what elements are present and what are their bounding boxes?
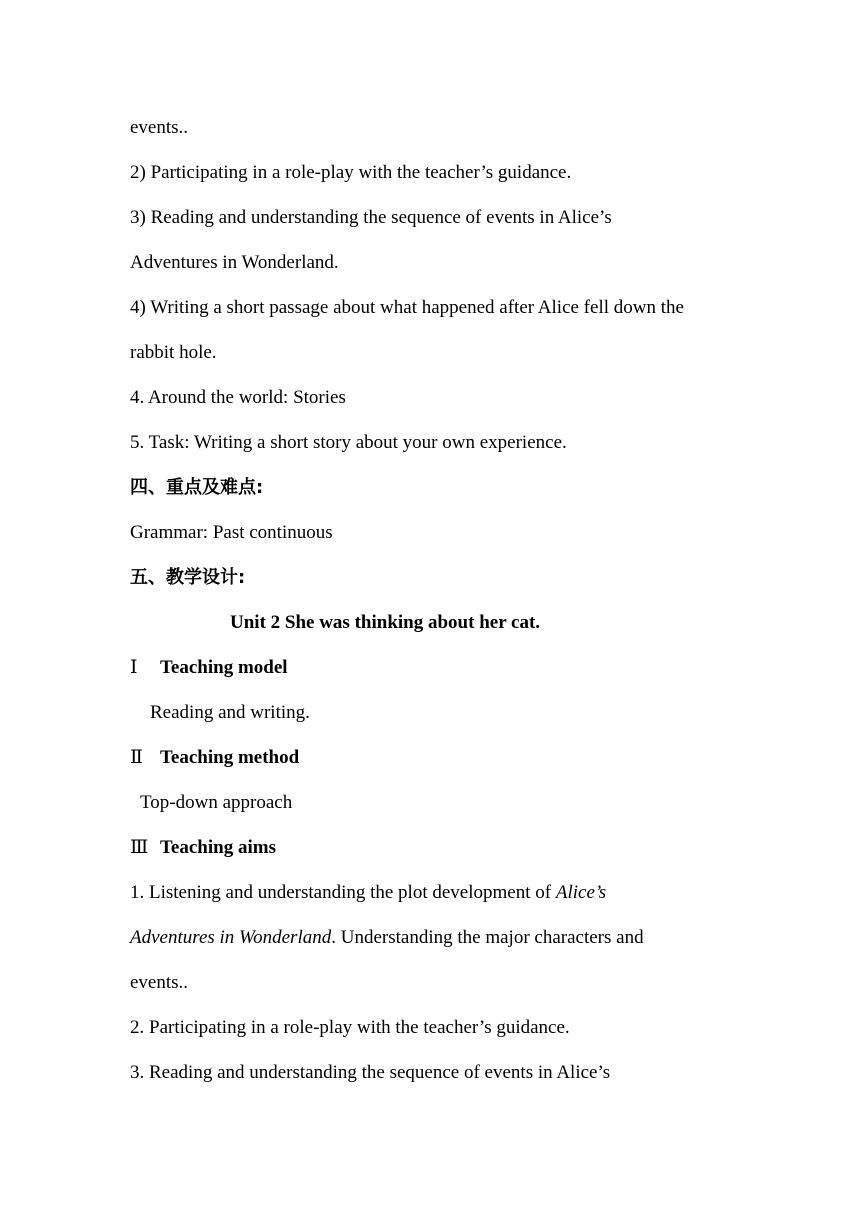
subheading-teaching-method [130, 746, 299, 770]
text-line: rabbit hole. [130, 342, 217, 363]
subheading-label: Teaching model [160, 657, 288, 678]
text-line [130, 881, 606, 905]
unit-title: Unit 2 She was thinking about her cat. [230, 612, 541, 633]
text-line: Top-down approach [140, 792, 293, 813]
text-line: 2. Participating in a role-play with the teacher’s guidance. [130, 1017, 570, 1038]
text-line: Reading and writing. [150, 702, 310, 723]
section-heading: 五、教学设计: [130, 567, 246, 588]
book-title: Adventures in Wonderland [130, 927, 332, 948]
text-line: 3) Reading and understanding the sequence of events in Alice’s [130, 207, 612, 228]
text-line: Grammar: Past continuous [130, 522, 333, 543]
subheading-teaching-model [130, 656, 288, 680]
text-line [130, 926, 644, 950]
text-line: Adventures in Wonderland. [130, 252, 339, 273]
text-line: events.. [130, 972, 189, 993]
subheading-label: Teaching aims [160, 837, 276, 858]
subheading-teaching-aims [130, 836, 276, 860]
text-line: 5. Task: Writing a short story about your own experience. [130, 432, 567, 453]
roman-numeral: Ⅰ [130, 657, 138, 678]
text-span: . Understanding the major characters and [331, 927, 644, 948]
text-line: 4. Around the world: Stories [130, 387, 346, 408]
text-line: 2) Participating in a role-play with the teacher’s guidance. [130, 162, 572, 183]
text-line: 3. Reading and understanding the sequence of events in Alice’s [130, 1062, 611, 1083]
subheading-label: Teaching method [160, 747, 300, 768]
roman-numeral: Ⅲ [130, 837, 149, 858]
text-span: 1. Listening and understanding the plot development of [130, 882, 556, 903]
text-line: events.. [130, 117, 189, 138]
text-line: 4) Writing a short passage about what happened after Alice fell down the [130, 297, 684, 318]
roman-numeral: Ⅱ [130, 747, 143, 768]
section-heading: 四、重点及难点: [130, 477, 264, 498]
book-title: Alice’s [555, 882, 607, 903]
